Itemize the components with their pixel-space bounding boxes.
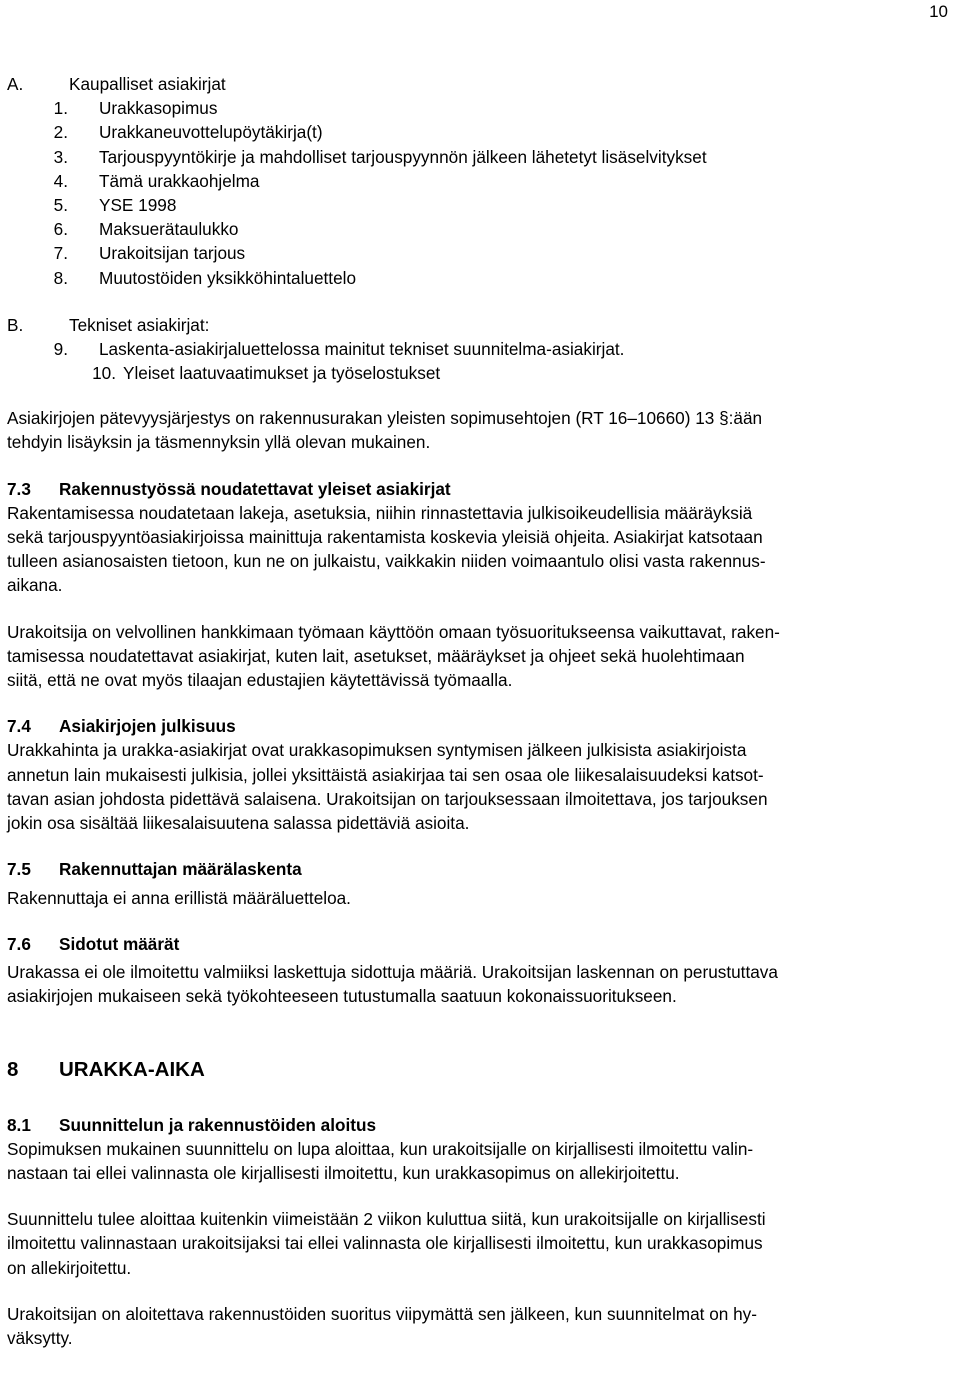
text-line: Urakkahinta ja urakka-asiakirjat ovat urakkasopimuksen syntymisen jälkeen julkisista asiakirjoista — [7, 740, 747, 761]
list-b-title: Tekniset asiakirjat: — [69, 314, 210, 335]
list-a-title: Kaupalliset asiakirjat — [69, 74, 226, 94]
section-7-3-paragraph-2 — [7, 620, 943, 693]
list-item-number: 10. — [92, 363, 116, 384]
list-item — [7, 145, 943, 169]
precedence-paragraph — [7, 406, 943, 454]
text-line: tehdyin lisäyksin ja täsmennyksin yllä olevan mukainen. — [7, 432, 431, 453]
text-line: Urakoitsijan on aloitettava rakennustöiden suoritus viipymättä sen jälkeen, kun suunnitelmat on hy- — [7, 1303, 757, 1324]
list-b-heading — [7, 313, 943, 337]
list-item — [7, 266, 943, 290]
text-line: väksytty. — [7, 1327, 73, 1348]
text-line: siitä, että ne ovat myös tilaajan edustajien käytettävissä työmaalla. — [7, 670, 513, 691]
section-number: 8.1 — [7, 1114, 31, 1135]
list-item — [7, 337, 943, 361]
list-item-number: 5. — [53, 194, 68, 215]
list-item-text: Urakkasopimus — [99, 98, 218, 119]
section-8-1-paragraph-3 — [7, 1302, 943, 1350]
list-item — [7, 241, 943, 265]
list-item — [7, 120, 943, 144]
list-item-text: Yleiset laatuvaatimukset ja työselostukset — [123, 363, 441, 384]
list-item — [7, 96, 943, 120]
text-line: tavan asian johdosta pidettävä salaisena. Urakoitsijan on tarjouksessaan ilmoitettava, jos tarjouksen — [7, 788, 768, 809]
text-line: ilmoitettu valinnastaan urakoitsijaksi tai ellei valinnasta ole kirjallisesti ilmoitettu, kun urakkasopimus — [7, 1233, 763, 1254]
section-7-6-paragraph-1 — [7, 960, 943, 1008]
list-item — [7, 169, 943, 193]
page-number: 10 — [929, 2, 948, 21]
section-title: Rakennuttajan määrälaskenta — [59, 859, 302, 880]
list-item-text: Urakoitsijan tarjous — [99, 243, 246, 264]
text-line: on allekirjoitettu. — [7, 1257, 132, 1278]
text-line: Suunnittelu tulee aloittaa kuitenkin viimeistään 2 viikon kuluttua siitä, kun urakoitsijalle on kirjallisesti — [7, 1209, 766, 1230]
list-item-number: 3. — [53, 146, 68, 167]
section-heading-7-6 — [7, 932, 943, 956]
section-title: Sidotut määrät — [59, 933, 180, 954]
text-line: Urakoitsija on velvollinen hankkimaan työmaan käyttöön omaan työsuoritukseensa vaikuttavat, raken- — [7, 621, 780, 642]
list-item-number: 6. — [53, 219, 68, 240]
text-line: nastaan tai ellei valinnasta ole kirjallisesti ilmoitettu, kun urakkasopimus on allekirjoitettu. — [7, 1162, 680, 1183]
list-item-number: 7. — [53, 243, 68, 264]
section-7-3-paragraph-1 — [7, 501, 943, 598]
section-number: 7.6 — [7, 933, 31, 954]
section-title: Suunnittelun ja rakennustöiden aloitus — [59, 1114, 377, 1135]
list-a-heading — [7, 72, 943, 96]
text-line: Asiakirjojen pätevyysjärjestys on rakennusurakan yleisten sopimusehtojen (RT 16–10660) 13 §:ään — [7, 408, 763, 429]
list-item-number: 4. — [53, 170, 68, 191]
section-heading-8-1 — [7, 1113, 943, 1137]
section-title: Rakennustyössä noudatettavat yleiset asiakirjat — [59, 478, 451, 499]
text-line: aikana. — [7, 575, 63, 596]
section-number: 7.3 — [7, 478, 31, 499]
list-item-text: Urakkaneuvottelupöytäkirja(t) — [99, 122, 323, 143]
text-line: jokin osa sisältää liikesalaisuutena salassa pidettäviä asioita. — [7, 813, 470, 834]
section-number: 7.5 — [7, 859, 31, 880]
chapter-title: URAKKA-AIKA — [59, 1058, 205, 1082]
list-item-number: 1. — [53, 98, 68, 119]
text-line: Rakennuttaja ei anna erillistä määräluetteloa. — [7, 887, 351, 908]
list-b-letter: B. — [7, 314, 24, 335]
list-item-text: Tarjouspyyntökirje ja mahdolliset tarjouspyynnön jälkeen lähetetyt lisäselvitykset — [99, 146, 707, 167]
list-item — [7, 193, 943, 217]
text-line: sekä tarjouspyyntöasiakirjoissa mainittuja rakentamista koskevia yleisiä ohjeita. Asiakirjat katsotaan — [7, 527, 763, 548]
list-item-text: Tämä urakkaohjelma — [99, 170, 260, 191]
document-body — [7, 72, 943, 1350]
text-line: Rakentamisessa noudatetaan lakeja, asetuksia, niihin rinnastettavia julkisoikeudellisia määräyksiä — [7, 502, 753, 523]
section-heading-7-5 — [7, 857, 943, 881]
section-7-4-paragraph-1 — [7, 738, 943, 835]
list-item-number: 2. — [53, 122, 68, 143]
section-heading-7-3 — [7, 477, 943, 501]
section-8-1-paragraph-2 — [7, 1207, 943, 1280]
list-item-text: Muutostöiden yksikköhintaluettelo — [99, 267, 357, 288]
list-item — [7, 361, 943, 385]
text-line: annetun lain mukaisesti julkisia, jollei yksittäistä asiakirjaa tai sen osaa ole liikesalaisuudeksi katsot- — [7, 764, 764, 785]
text-line: Urakassa ei ole ilmoitettu valmiiksi laskettuja sidottuja määriä. Urakoitsijan laskennan on perustuttava — [7, 961, 778, 982]
chapter-number: 8 — [7, 1058, 19, 1082]
section-heading-7-4 — [7, 714, 943, 738]
list-item — [7, 217, 943, 241]
text-line: asiakirjojen mukaiseen sekä työkohteeseen tutustumalla saatuun kokonaissuoritukseen. — [7, 986, 677, 1007]
list-item-number: 8. — [53, 267, 68, 288]
list-item-text: YSE 1998 — [99, 194, 177, 215]
text-line: tulleen asianosaisten tietoon, kun ne on julkaistu, vaikkakin niiden voimaantulo olisi vasta rakennus- — [7, 551, 766, 572]
text-line: tamisessa noudatettavat asiakirjat, kuten lait, asetukset, määräykset ja ohjeet sekä huolehtimaan — [7, 645, 745, 666]
list-a-letter: A. — [7, 74, 24, 94]
section-7-5-paragraph-1 — [7, 886, 943, 910]
chapter-heading-8 — [7, 1058, 943, 1082]
list-item-text: Maksuerätaulukko — [99, 219, 239, 240]
section-number: 7.4 — [7, 716, 31, 737]
list-item-number: 9. — [53, 338, 68, 359]
list-item-text: Laskenta-asiakirjaluettelossa mainitut tekniset suunnitelma-asiakirjat. — [99, 338, 625, 359]
section-8-1-paragraph-1 — [7, 1137, 943, 1185]
text-line: Sopimuksen mukainen suunnittelu on lupa aloittaa, kun urakoitsijalle on kirjallisesti ilmoitettu valin- — [7, 1138, 754, 1159]
section-title: Asiakirjojen julkisuus — [59, 716, 236, 737]
